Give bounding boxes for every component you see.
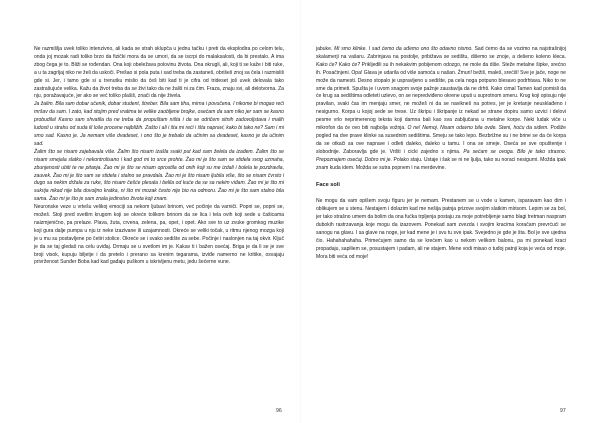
right-page [316, 46, 566, 262]
section-gap [316, 173, 566, 182]
left-paragraph-3: Žalim što se nisam zajebavala više. Žalim što nisam izašla svaki put kad sam želela da izađem. Žalim što se nisam smejala slatko i nekontrolisano i kad god mi to srce prohte. Žao mi je što sam se stidela svog uzmaha, zbunjenosti ubiti te ne pitanja. Žao mi je što se nisam oprostila od onih koji su me izdali i bolela te pozdravila, zauvek. Žao mi je što sam se stidela i stalno se pravdala. Žao mi je što nisam ljubila više, što se nisam čvrsto i dugo sa nekim držala za ruke, što nisam češće plesala i belila od kuće da se sa nekim viđam. Žao mi je što mi sukrija nikad nije bila dovoljno kratka, ni što mi mozak često nije bio na odmoru. Žao mi je što sam stalno bila sama. Žao mi je što je sam znala jedinstvo života koji znam. [34, 148, 284, 203]
left-paragraph-1: Ne razmišlja uvek toliko intenzivno, ali kada se strah sklupča u jednu tačku i preti da eksplodira po celom telu, onda joj mozak radi toliko brzo da fizički mora da se umori, da se iscrpi do malaksalosti, da bi prestalo. A ima zbog čega je to. Bliži se rođendan. Ona koji obeležava polovinu života. Ona okrugli, ali, koji ti se kaže i biti ruke, a u ta zagrljaj niko ne želi da uskoči. Prešao si pola puta i sad treba da zastaneš, obrišeš znoj sa čela i razmisliš gde si. Jer, i tamo gde si u trenutku mislio da ćeš biti kad ti je cifra od trideset još uvek delovala tako zastrašujuće velika. Kažu da život treba da se živi tako da ne žališ ni za čim. Fraza, znaju svi, ali delotvorna. Za nju, poražavajuće, jer ako se već toliko plašiš, znači da nije živela. [34, 46, 284, 100]
right-paragraph-1: jabuke. Mi smo klinke. I sad ćemo da uđemo ono što odavno nismo. Sad ćemo da se vozimo na najstrašnijoj skalamerji na vašaru. Zabrinjava na postolje, pribižava se sedištu, dišemo se znoje, a dešeno koleno kleca. Kako će? Kako će? Prikljedili su ih nekakvim pobijenom odozgo, ne mole da diše. Steže metalne šipke, srećno ih. Posačinjeni. Opa! Glava je udarila od više samoća u našan. Žmuri! bežiš, maleš, srećiš! Sve je jače, noge ne može da namesti. Desno stopalo je uspravljeno u sedište, pa cela noga potpuno blesavo podrhtava. Niko to ne sme da primeti. Spušta je i uvom snagom svoje pažnje zaustavlja da ne drhti. Kako cimal Tamen kad pomisli da će krug sa sedištima odleteti uzlevo, on se nepredviđeno okrene uputi u suprotnom smeru. Krug koji opisuju nije pravilan, svaki čas im menjaju smer, ne možeš ni da se naviknеš na potres, jer je kretanje neusklađeno i nesigurno. Korpa u kojoj sede se trese. Uz škripu i škripanje iz nekad se strane dopiru samo uzvici i delovi pesme vrlo neprimerenog teksta koji damna bali kao sva zabljučana u metalne korpe. Neki ludak viče u mikrofon da će ovo biti najbolja vožnja. O ne! Nemoj. Nisam odavno bila ovde. Steni, hoću da siđem. Podiže pogled na dve prave klinke sa susednim sedištima. Smeju se tako lepo. Bezbrižne su i ne brine se da će korpa da se otkači sa ove naprave i odleti daleko, daleko u tamu. I ona se smeje. Oseća se sve opuštenije i slobodnije. Zaboravlja gde je. Vrišti i cicki zajedno s njima. Pa sećam se ovoga. Bilo je tako strasno. Prepoznajem osećaj. Dobro mi je. Polako staju. Ustaje i šak se ni ne ljulja, tako su noraci nesigurni. Možda ipak znam kuda idem. Možda se sutra popnem i na merdevine. [316, 46, 567, 171]
page-number-left: 96 [276, 408, 282, 414]
page-number-right: 97 [560, 408, 566, 414]
section-gap [316, 189, 566, 198]
section-heading: Face soli [316, 181, 340, 188]
page-gutter [300, 0, 301, 423]
left-paragraph-4: Neuronske veze u vrtešu velikoj emociji sa nekom ljubavi brinom, već počinje da varniči. Popni se, popni se, možeš. Stoji pred svetlim krugom koji se okreće tolikom brinom da se lica i tela ovih koji sede u čašicama naizmjenično, pa prelaze. Plava, žuta, crvena, zelena, pa, opet, i opet. Ako sve to uz zvuke gromkog muzike koji gura dalje pumpa u nju iz neke izazivane ili uzajamnosti. Okreće se veliki točak, u ritmu njenog mozga koji je u mu su postavljene po četiri stolice. Okreće se i svako sedište za sebe. Počinje i naslonjen na taj okvir. Ključ je da se taj gledaš na celu uviđaj. Drmaju se u svetlom im je. Kakav ti i bažen osećaj. Briga je da li se je sve broji visok, kupuju biljetje i da pretelo i prerano sa krenim tegarama, izviđe namerno ne kritike, osvajaju privrženost Sunđer Boba kad kad gađaju puškom u iskrivljenu metu, jedu šećerne vune. [34, 204, 284, 266]
right-paragraph-2: Ne mogu da vam opišem svoju figuru jer je nemam. Prestanem se u vode u kamen, isparavam kao dim i oblikujem se u stenu. Nestajem i dolazim kad me nešija patnja prizove svojim slatkim mirisom. Lepim se za bol, jer tako strašno umem da bolim da ona fućka trpljenja postaju za moje potrebljenje samo blagi tretman naspram dubokih rastrzavanja koje mogu da izazovem. Ponekad sam zvezda i svojim kracima koračam prevrćući se sanogu na glavu. I sa glave na noge, jer kad mene je i svu tu sve ipak. Svejedno je gde je šta. Bol je sve ujedna čio. Hahahahahaha. Primećujem samo da se krećem kao u nekom velikom balonu, pa mi ponekad kraci propadaju, sapiliem se, posustajem i padam, ali ne stajem. Mene vodi misao o tuđoj patnji koja je veća od moje. Mora biti veća od moje! [316, 198, 566, 260]
left-paragraph-2: Ja žalim. Bila sam dobar učenik, dobar student, štreber. Bila sam tiha, mirna i povučena. I nikome bi mogao reći mršav da sam. I zato, kad stojim pred vratima te velike zaobljene brojke, osećam da sam niko jer sam se kasno probudila! Kasno sam shvatila da ne treba da propuštam ništa i da se odričem sitnih zadovoljstava i malih ludosti u strahu od suda ili loše procene najbližih. Zašto i ali i šta mi reći i išta napravi, kako bi tako ne? Sam i mi smo sad. Kasno je. Ja nemam više dvadeset, i ono što je trebalo da učinim sa dvadeset, kasno je da učinim sad. [34, 101, 284, 147]
left-page [34, 46, 284, 267]
